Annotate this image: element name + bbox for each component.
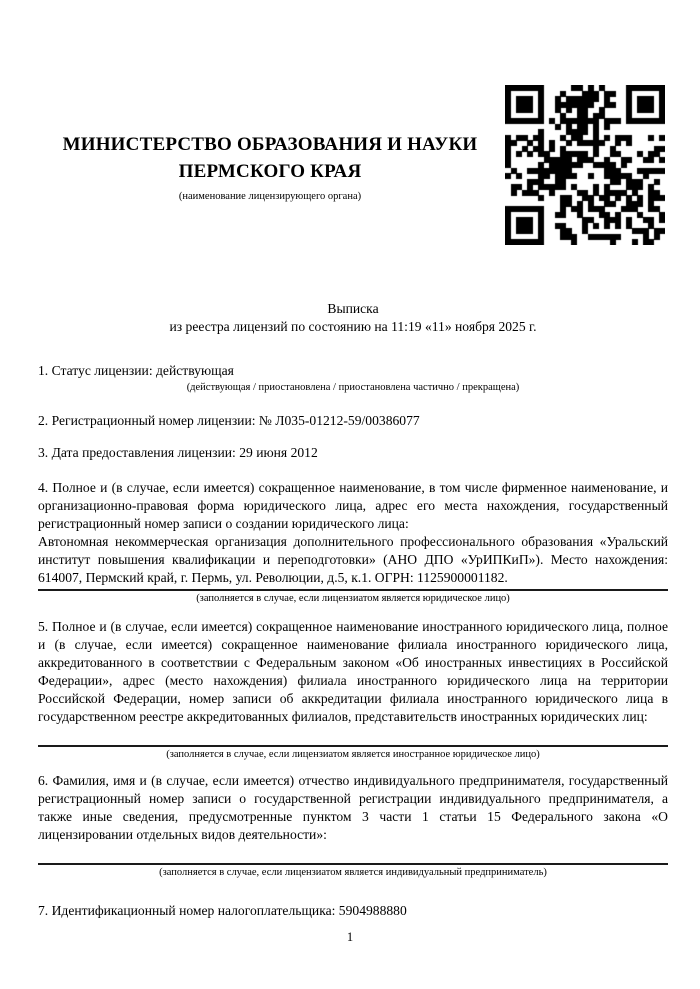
document-title-line2: из реестра лицензий по состоянию на 11:19 «11» ноября 2025 г. bbox=[169, 319, 537, 334]
individual-entrepreneur-intro: 6. Фамилия, имя и (в случае, если имеется) отчество индивидуального предпринимателя, государственный регистрационный номер записи о государственной регистрации индивидуального предпринимателя, а также иные сведения, предусмотренные пунктом 3 части 1 статьи 15 Федерального закона «О лицензировании отдельных видов деятельности»: bbox=[38, 773, 668, 842]
section-individual-entrepreneur bbox=[38, 772, 668, 880]
foreign-entity-intro: 5. Полное и (в случае, если имеется) сокращенное наименование иностранного юридического лица, полное и (в случае, если имеется) сокращенное наименование филиала иностранного юридического лица, аккредитованного в соответствии с Федеральным законом «Об иностранных инвестициях в Российской Федерации», адрес (место нахождения) филиала иностранного юридического лица на территории Российской Федерации, номер записи об аккредитации филиала иностранного юридического лица в государственном реестре аккредитованных филиалов, представительств иностранных юридических лиц: bbox=[38, 619, 668, 724]
section-legal-entity bbox=[38, 479, 668, 606]
ministry-header bbox=[40, 131, 500, 204]
ministry-name-line2: ПЕРМСКОГО КРАЯ bbox=[178, 161, 362, 182]
foreign-entity-caption: (заполняется в случае, если лицензиатом является иностранное юридическое лицо) bbox=[166, 749, 540, 760]
ministry-caption: (наименование лицензирующего органа) bbox=[178, 191, 362, 202]
foreign-entity-value-empty bbox=[38, 726, 668, 743]
license-status-options-caption: (действующая / приостановлена / приостановлена частично / прекращена) bbox=[186, 382, 520, 393]
license-status-text: 1. Статус лицензии: действующая bbox=[38, 363, 234, 378]
individual-entrepreneur-caption: (заполняется в случае, если лицензиатом является индивидуальный предприниматель) bbox=[159, 867, 547, 878]
section-license-status bbox=[38, 362, 668, 395]
section-registration-number bbox=[38, 412, 668, 430]
ministry-name-line1: МИНИСТЕРСТВО ОБРАЗОВАНИЯ И НАУКИ bbox=[62, 134, 478, 155]
document-title-line1: Выписка bbox=[327, 301, 379, 316]
legal-entity-value: Автономная некоммерческая организация дополнительного профессионального образования «Уральский институт повышения квалификации и переподготовки» (АНО ДПО «УрИПКиП»). Место нахождения: 614007, Пермский край, г. Пермь, ул. Революции, д.5, к.1. ОГРН: 1125900001182. bbox=[38, 534, 668, 585]
registration-number-text: 2. Регистрационный номер лицензии: № Л035-01212-59/00386077 bbox=[38, 413, 420, 428]
taxpayer-number-text: 7. Идентификационный номер налогоплательщика: 5904988880 bbox=[38, 903, 407, 918]
page-number: 1 bbox=[346, 930, 354, 944]
license-date-text: 3. Дата предоставления лицензии: 29 июня 2012 bbox=[38, 445, 318, 460]
legal-entity-caption: (заполняется в случае, если лицензиатом является юридическое лицо) bbox=[196, 593, 510, 604]
individual-entrepreneur-value-empty bbox=[38, 844, 668, 861]
section-license-date bbox=[38, 444, 668, 462]
document-title bbox=[38, 300, 668, 336]
document-body bbox=[38, 300, 668, 920]
section-taxpayer-number bbox=[38, 902, 668, 920]
section-foreign-entity bbox=[38, 618, 668, 762]
legal-entity-intro: 4. Полное и (в случае, если имеется) сокращенное наименование, в том числе фирменное наименование, и организационно-правовая форма юридического лица, адрес его места нахождения, государственный регистрационный номер записи о создании юридического лица: bbox=[38, 480, 668, 531]
qr-code bbox=[505, 85, 665, 245]
